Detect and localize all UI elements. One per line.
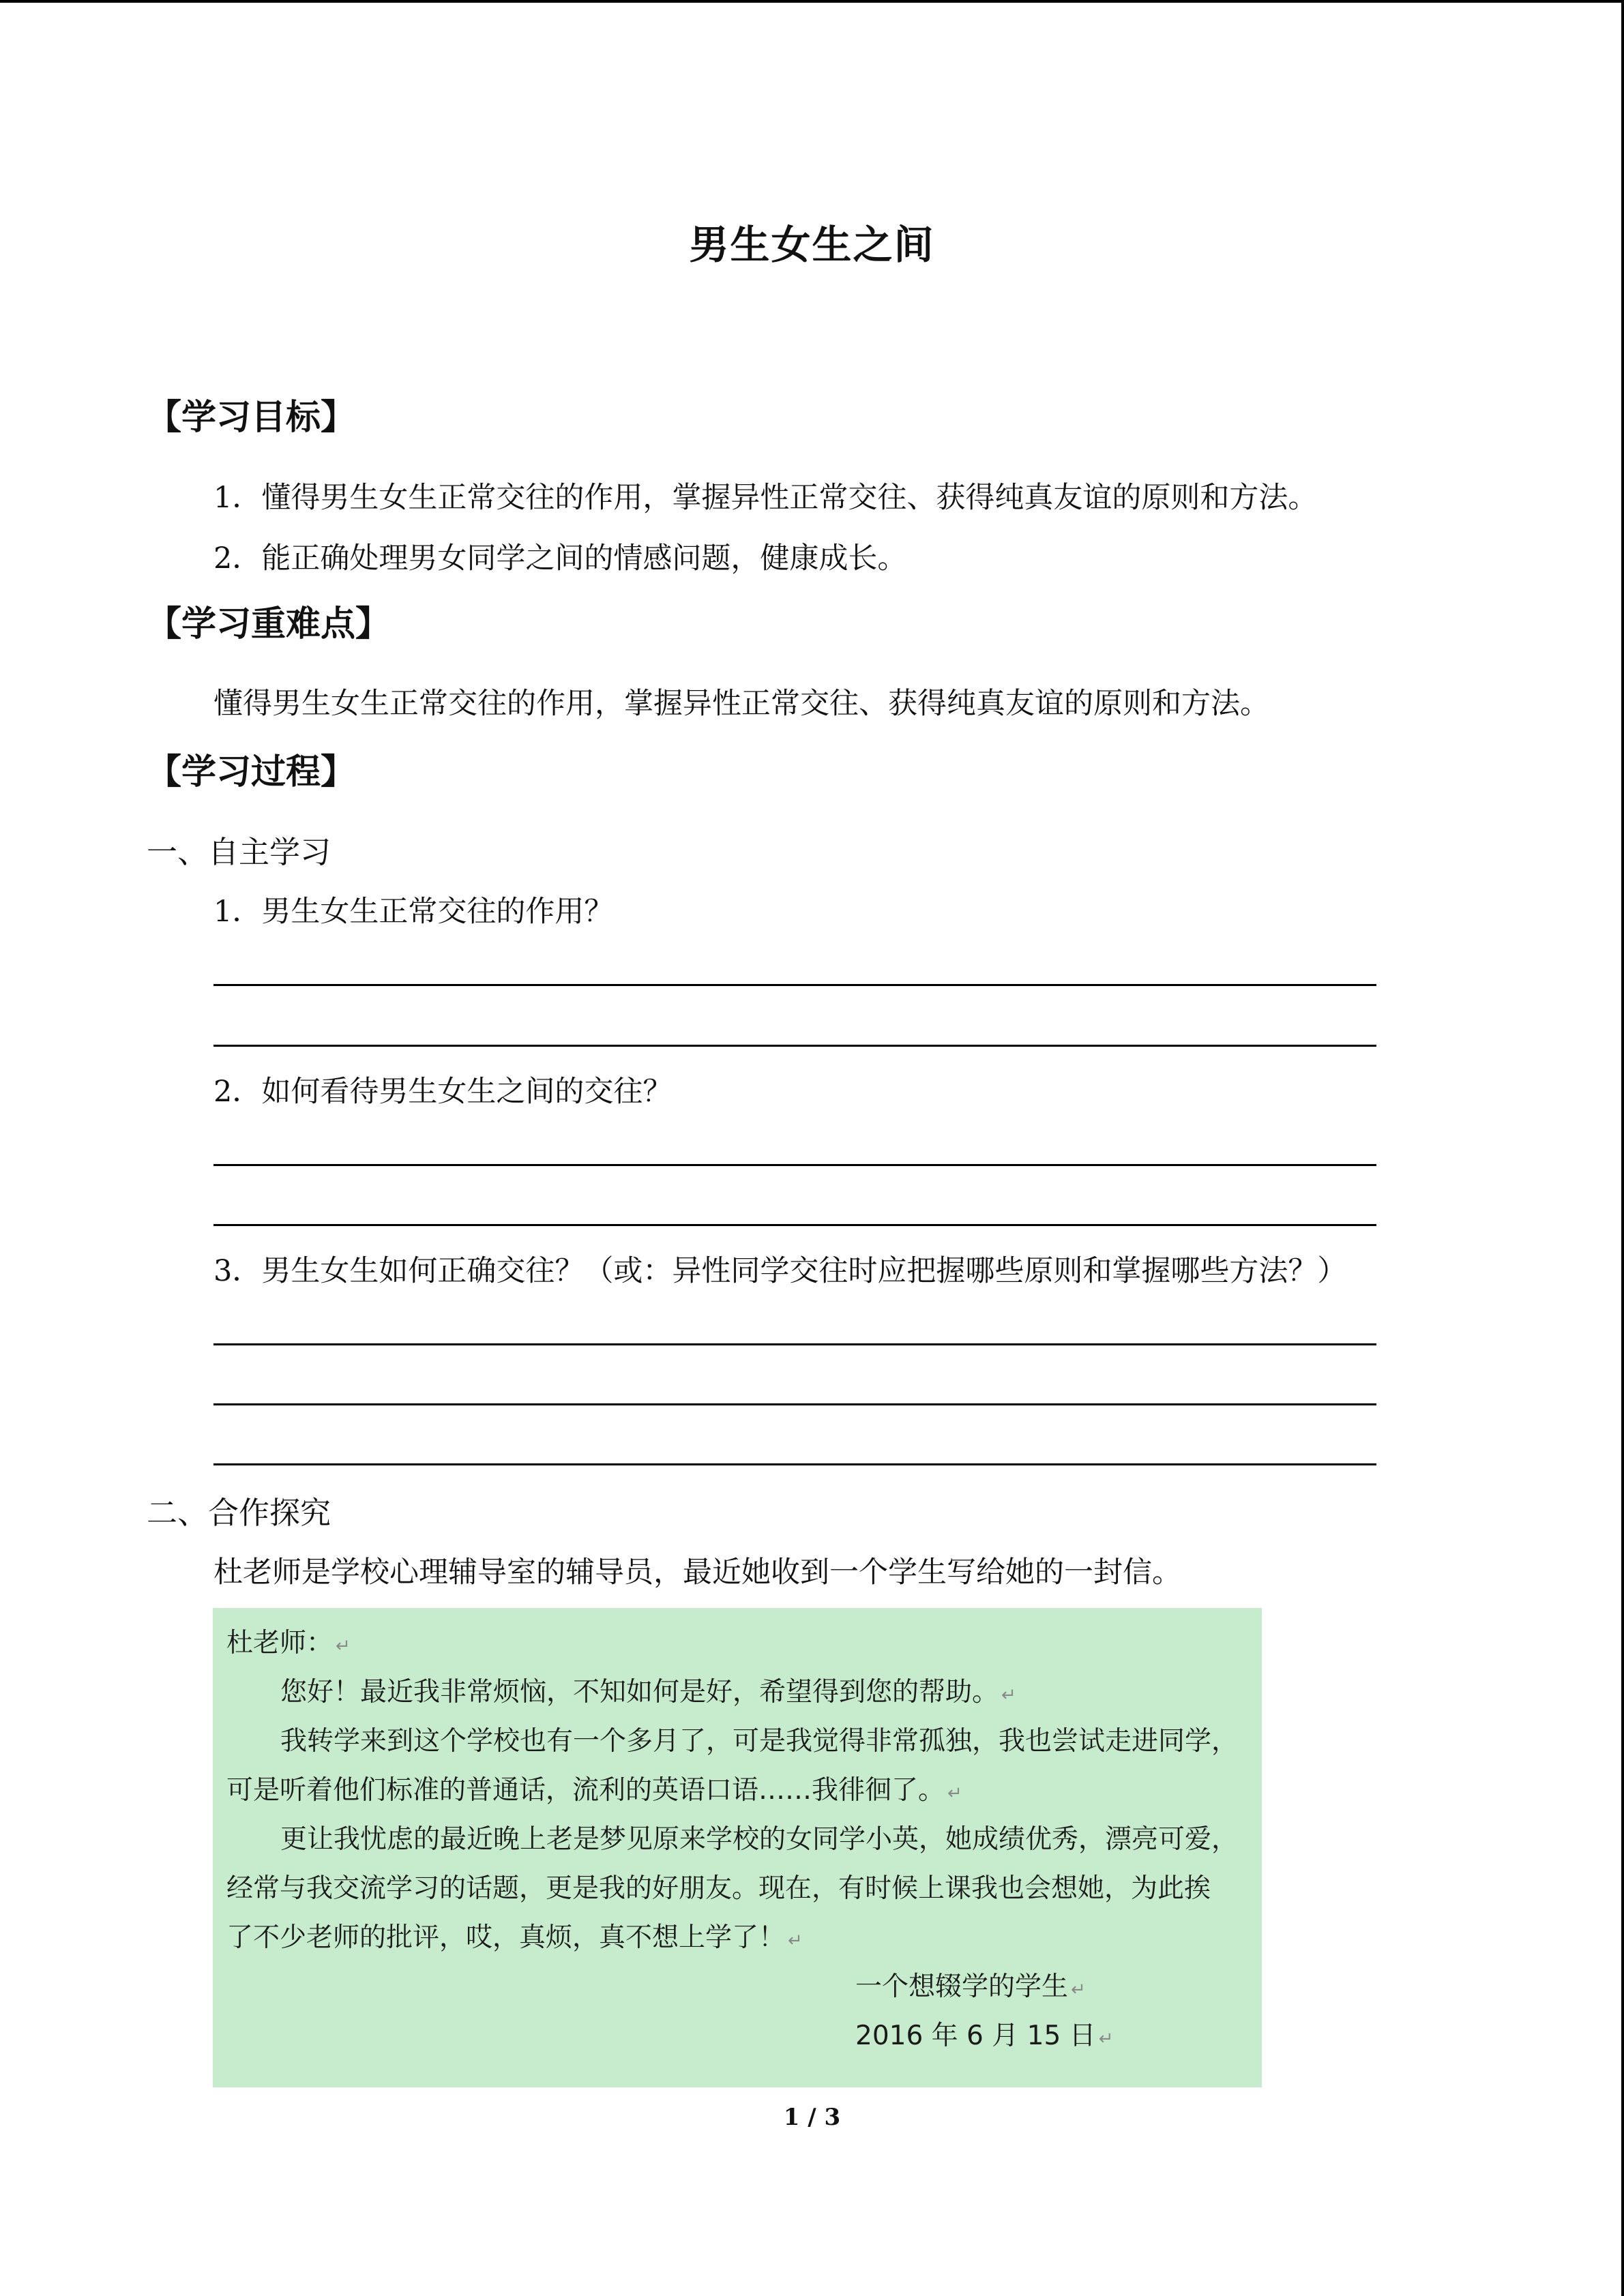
answer-line xyxy=(213,1463,1376,1465)
paragraph-mark-icon: ↵ xyxy=(1001,1685,1016,1705)
answer-line xyxy=(213,1164,1376,1166)
self-study-label: 一、自主学习 xyxy=(147,834,331,870)
key-points-heading: 【学习重难点】 xyxy=(147,604,391,644)
paragraph-mark-icon: ↵ xyxy=(1098,2029,1114,2049)
question-2: 2．如何看待男生女生之间的交往？ xyxy=(213,1075,673,1109)
letter-line: 您好！最近我非常烦恼，不知如何是好，希望得到您的帮助。 ↵ xyxy=(280,1677,1016,1708)
cooperation-label: 二、合作探究 xyxy=(147,1495,331,1531)
answer-line xyxy=(213,1403,1376,1405)
goal-item-1: 1．懂得男生女生正常交往的作用，掌握异性正常交往、获得纯真友谊的原则和方法。 xyxy=(213,481,1318,515)
answer-line xyxy=(213,984,1376,986)
goals-heading: 【学习目标】 xyxy=(147,398,356,438)
letter-box xyxy=(213,1608,1262,2087)
page-title: 男生女生之间 xyxy=(689,222,935,268)
cooperation-intro: 杜老师是学校心理辅导室的辅导员，最近她收到一个学生写给她的一封信。 xyxy=(213,1555,1181,1590)
answer-line xyxy=(213,1045,1376,1047)
paragraph-mark-icon: ↵ xyxy=(947,1783,962,1804)
paragraph-mark-icon: ↵ xyxy=(1071,1980,1086,2000)
question-3: 3．男生女生如何正确交往？（或：异性同学交往时应把握哪些原则和掌握哪些方法？） xyxy=(213,1254,1347,1288)
question-1: 1．男生女生正常交往的作用？ xyxy=(213,895,614,929)
letter-date: 2016 年 6 月 15 日 ↵ xyxy=(855,2021,1114,2051)
letter-line: 我转学来到这个学校也有一个多月了，可是我觉得非常孤独，我也尝试走进同学， xyxy=(280,1726,1239,1757)
letter-salutation: 杜老师： ↵ xyxy=(226,1628,351,1658)
process-heading: 【学习过程】 xyxy=(147,752,356,792)
letter-signature: 一个想辍学的学生 ↵ xyxy=(855,1971,1086,2002)
paragraph-mark-icon: ↵ xyxy=(336,1636,351,1656)
page-number: 1 / 3 xyxy=(783,2104,841,2131)
page-border-right xyxy=(1621,0,1624,2296)
answer-line xyxy=(213,1343,1376,1345)
paragraph-mark-icon: ↵ xyxy=(788,1930,803,1951)
letter-line: 了不少老师的批评，哎，真烦，真不想上学了！ ↵ xyxy=(226,1922,803,1953)
letter-line: 更让我忧虑的最近晚上老是梦见原来学校的女同学小英，她成绩优秀，漂亮可爱， xyxy=(280,1824,1239,1855)
letter-line: 经常与我交流学习的话题，更是我的好朋友。现在，有时候上课我也会想她，为此挨 xyxy=(226,1873,1211,1904)
letter-line: 可是听着他们标准的普通话，流利的英语口语……我徘徊了。 ↵ xyxy=(226,1775,962,1806)
page-border-top xyxy=(0,0,1624,3)
goal-item-2: 2．能正确处理男女同学之间的情感问题，健康成长。 xyxy=(213,541,907,576)
answer-line xyxy=(213,1224,1376,1226)
key-points-text: 懂得男生女生正常交往的作用，掌握异性正常交往、获得纯真友谊的原则和方法。 xyxy=(213,687,1269,721)
